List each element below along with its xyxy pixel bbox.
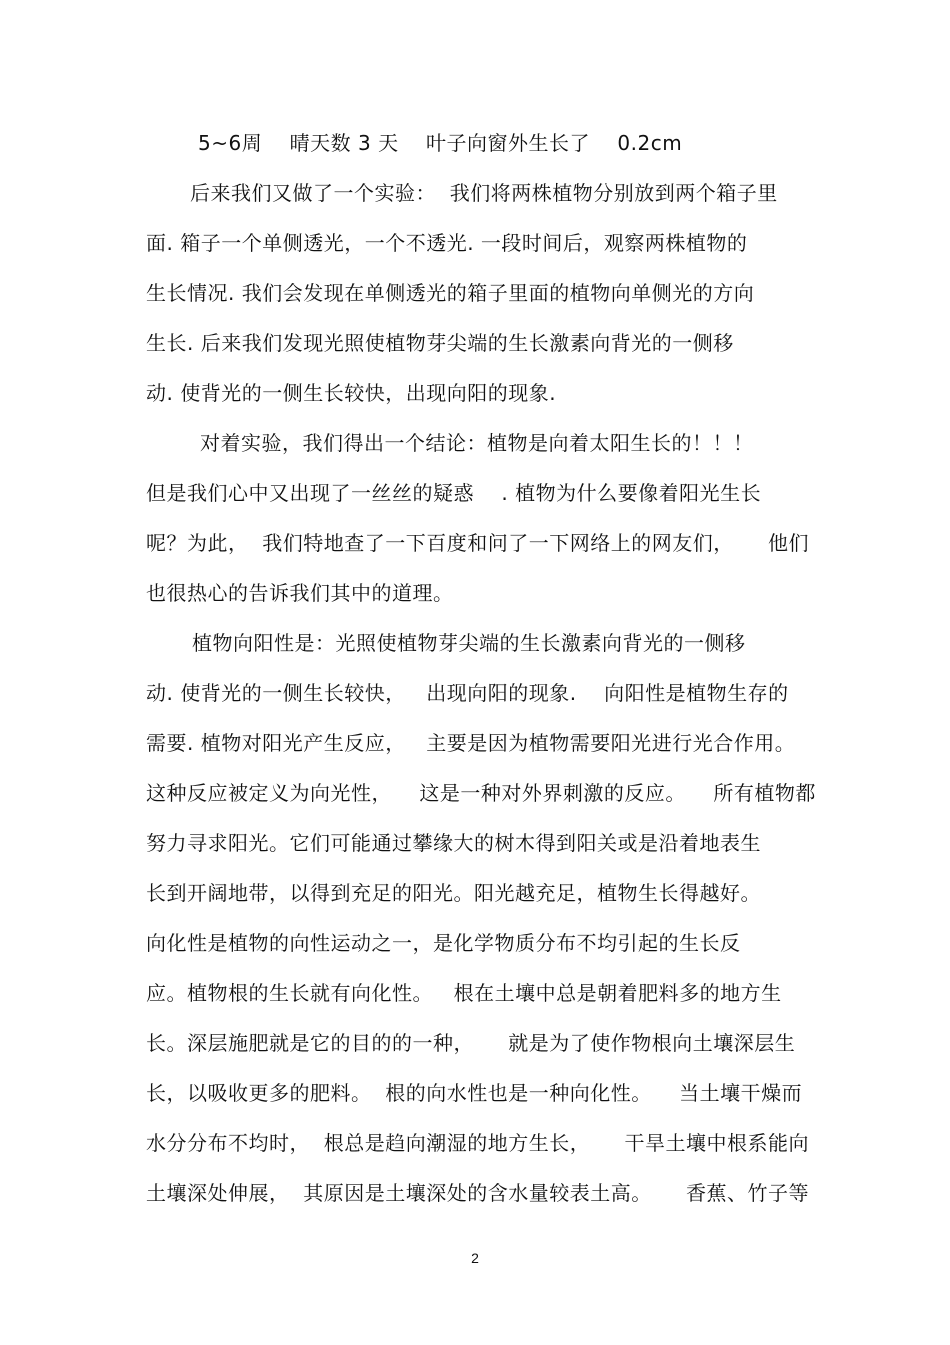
- text-line: 面. 箱子一个单侧透光，一个不透光. 一段时间后，观察两株植物的: [146, 231, 748, 255]
- text-line: 长到开阔地带，以得到充足的阳光。阳光越充足，植物生长得越好。: [146, 881, 761, 905]
- text-line: 长，以吸收更多的肥料。 根的向水性也是一种向化性。 当土壤干燥而: [146, 1081, 803, 1105]
- text-line: 生长. 后来我们发现光照使植物芽尖端的生长激素向背光的一侧移: [146, 331, 734, 355]
- text-line: 土壤深处伸展， 其原因是土壤深处的含水量较表土高。 香蕉、竹子等: [146, 1181, 810, 1205]
- text-line: 5~6周 晴天数 3 天 叶子向窗外生长了 0.2cm: [198, 131, 683, 155]
- text-line: 需要. 植物对阳光产生反应， 主要是因为植物需要阳光进行光合作用。: [146, 731, 796, 755]
- text-line: 长。深层施肥就是它的目的的一种， 就是为了使作物根向土壤深层生: [146, 1031, 796, 1055]
- text-line: 也很热心的告诉我们其中的道理。: [146, 581, 454, 605]
- text-line: 向化性是植物的向性运动之一，是化学物质分布不均引起的生长反: [146, 931, 741, 955]
- text-line: 应。植物根的生长就有向化性。 根在土壤中总是朝着肥料多的地方生: [146, 981, 782, 1005]
- text-line: 动. 使背光的一侧生长较快，出现向阳的现象.: [146, 381, 557, 405]
- text-line: 但是我们心中又出现了一丝丝的疑惑 . 植物为什么要像着阳光生长: [146, 481, 762, 505]
- text-line: 动. 使背光的一侧生长较快， 出现向阳的现象. 向阳性是植物生存的: [146, 681, 789, 705]
- text-line: 呢？为此， 我们特地查了一下百度和问了一下网络上的网友们， 他们: [146, 531, 810, 555]
- text-line: 努力寻求阳光。它们可能通过攀缘大的树木得到阳关或是沿着地表生: [146, 831, 761, 855]
- text-line: 水分分布不均时， 根总是趋向潮湿的地方生长， 干旱土壤中根系能向: [146, 1131, 810, 1155]
- text-line: 这种反应被定义为向光性， 这是一种对外界刺激的反应。 所有植物都: [146, 781, 816, 805]
- text-line: 后来我们又做了一个实验： 我们将两株植物分别放到两个箱子里: [190, 181, 778, 205]
- page-number: 2: [471, 1250, 479, 1266]
- text-line: 植物向阳性是：光照使植物芽尖端的生长激素向背光的一侧移: [192, 631, 746, 655]
- text-line: 生长情况. 我们会发现在单侧透光的箱子里面的植物向单侧光的方向: [146, 281, 755, 305]
- text-line: 对着实验，我们得出一个结论：植物是向着太阳生长的！！！: [200, 431, 754, 455]
